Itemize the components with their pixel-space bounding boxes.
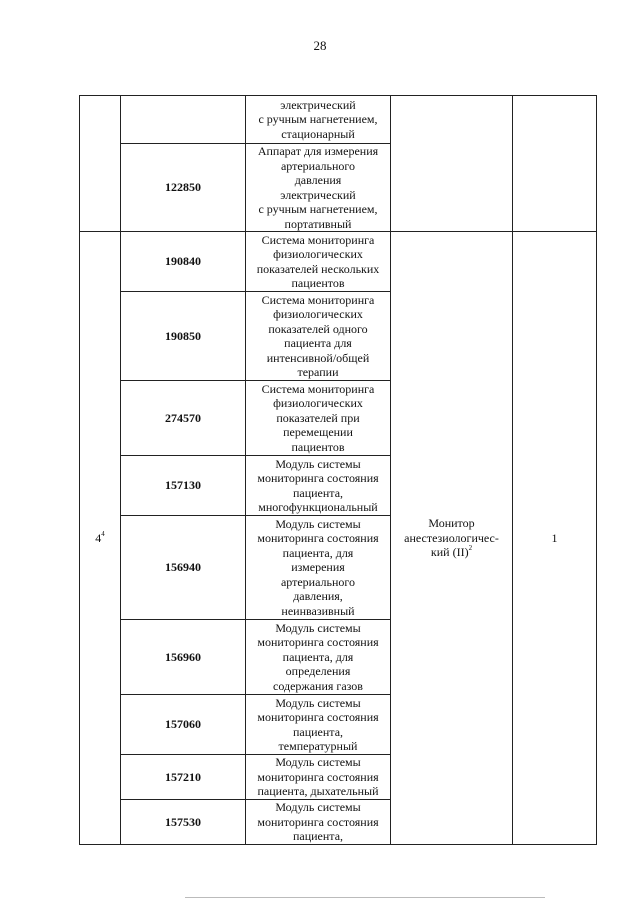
code-cell: 274570 — [121, 381, 246, 456]
group-number-cell — [80, 96, 121, 232]
quantity-cell — [513, 232, 597, 845]
equipment-table — [79, 95, 597, 845]
code-cell: 190850 — [121, 292, 246, 381]
table-row — [80, 232, 597, 292]
code-cell: 157060 — [121, 695, 246, 755]
quantity-cell — [513, 96, 597, 232]
code-cell: 122850 — [121, 144, 246, 232]
page-number: 28 — [313, 38, 327, 53]
device-superscript: 2 — [468, 544, 473, 553]
table-row — [80, 96, 597, 144]
name-cell: электрический с ручным нагнетением, стационарный — [246, 96, 391, 144]
name-cell: Модуль системы мониторинга состояния пациента, для определения содержания газов — [246, 620, 391, 695]
name-cell: Модуль системы мониторинга состояния пациента, дыхательный — [246, 755, 391, 800]
device-cell — [391, 96, 513, 232]
code-cell: 156960 — [121, 620, 246, 695]
code-cell: 190840 — [121, 232, 246, 292]
name-cell: Система мониторинга физиологических показателей одного пациента для интенсивной/общей терапии — [246, 292, 391, 381]
quantity-value: 1 — [551, 530, 558, 545]
name-cell: Система мониторинга физиологических показателей при перемещении пациентов — [246, 381, 391, 456]
code-cell: 157130 — [121, 456, 246, 516]
device-cell — [391, 232, 513, 845]
group-number: 4 — [95, 530, 102, 545]
code-cell: 156940 — [121, 516, 246, 620]
code-cell — [121, 96, 246, 144]
name-cell: Модуль системы мониторинга состояния пациента, многофункциональный — [246, 456, 391, 516]
device-name: Монитор анестезиологичес- кий (II) — [404, 516, 499, 560]
name-cell: Система мониторинга физиологических показателей нескольких пациентов — [246, 232, 391, 292]
name-cell: Модуль системы мониторинга состояния пациента, температурный — [246, 695, 391, 755]
code-cell: 157530 — [121, 800, 246, 845]
group-number-superscript: 4 — [101, 529, 105, 538]
code-cell: 157210 — [121, 755, 246, 800]
name-cell: Модуль системы мониторинга состояния пациента, — [246, 800, 391, 845]
name-cell: Модуль системы мониторинга состояния пациента, для измерения артериального давления, неинвазивный — [246, 516, 391, 620]
name-cell: Аппарат для измерения артериального давления электрический с ручным нагнетением, портативный — [246, 144, 391, 232]
group-number-cell — [80, 232, 121, 845]
footer-divider — [185, 897, 545, 898]
